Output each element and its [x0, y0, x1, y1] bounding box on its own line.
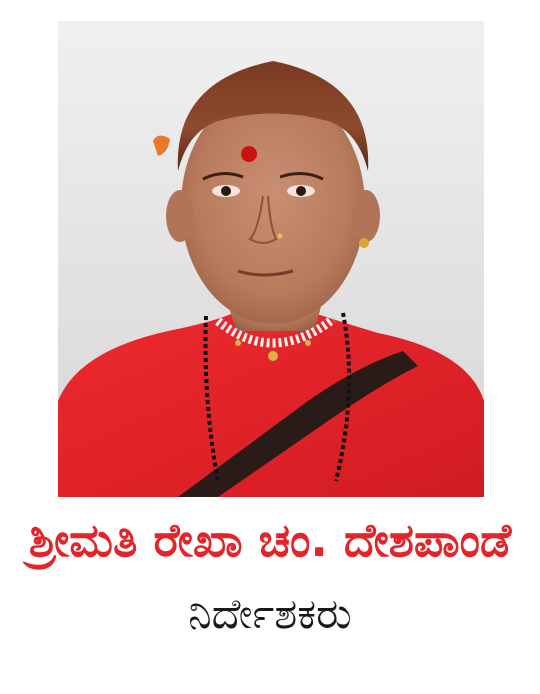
left-ear — [166, 190, 194, 242]
nose-stud — [278, 234, 283, 239]
person-name: ಶ್ರೀಮತಿ ರೇಖಾ ಚಂ. ದೇಶಪಾಂಡೆ — [28, 513, 512, 567]
role-title: ನಿರ್ದೇಶಕರು — [188, 589, 352, 638]
portrait-illustration — [58, 21, 484, 497]
right-ear — [352, 190, 380, 242]
bindi — [241, 146, 257, 162]
earring — [359, 238, 369, 248]
portrait-photo — [58, 21, 484, 497]
